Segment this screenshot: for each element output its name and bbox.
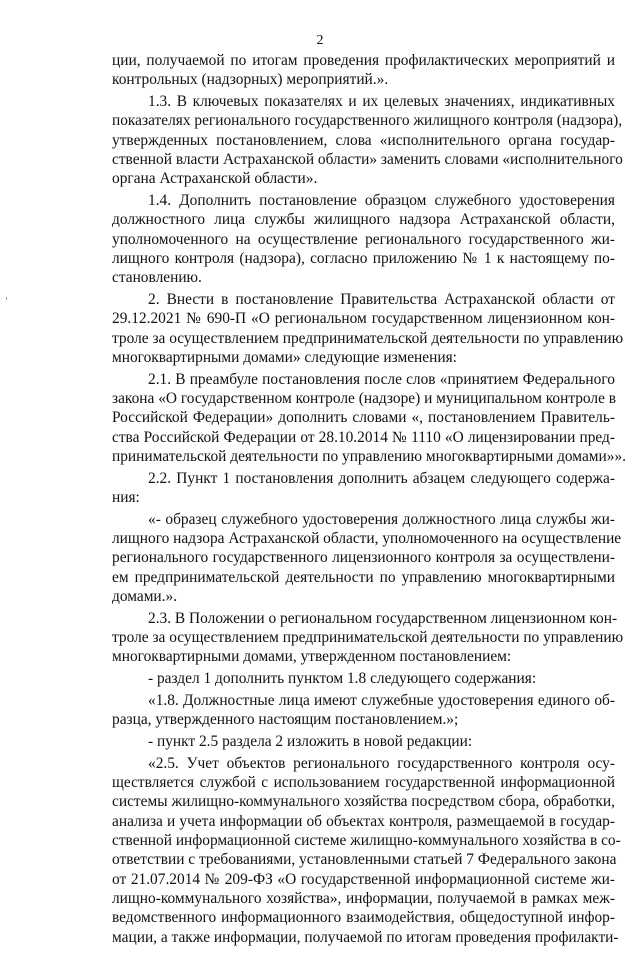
text-line: принимательской деятельности по управлению многоквартирными домами»». bbox=[112, 447, 626, 465]
text-line: многоквартирными домами» следующие изменения: bbox=[112, 348, 457, 366]
text-line: домами.». bbox=[112, 588, 178, 606]
text-line: ции, получаемой по итогам проведения профилактических мероприятий и bbox=[112, 52, 615, 69]
text-line: ния: bbox=[112, 489, 140, 507]
text-line: органа Астраханской области». bbox=[112, 170, 318, 188]
margin-mark bbox=[6, 297, 7, 300]
text-line: системы жилищно-коммунального хозяйства посредством сбора, обработки, bbox=[112, 793, 615, 811]
quoted-paragraph-line: «2.5. Учет объектов регионального государственного контроля осу- bbox=[148, 754, 615, 772]
paragraph-2-3-line: 2.3. В Положении о региональном государственном лицензионном кон- bbox=[148, 609, 618, 627]
paragraph-2-1-line: 2.1. В преамбуле постановления после слов «принятием Федерального bbox=[148, 370, 615, 388]
quoted-paragraph-line: «- образец служебного удостоверения должностного лица службы жи- bbox=[148, 510, 615, 528]
text-line: Российской Федерации» дополнить словами «, постановлением Правитель- bbox=[112, 409, 615, 427]
text-line: ществляется службой с использованием государственной информационной bbox=[112, 774, 615, 792]
text-line: лищного надзора Астраханской области, уполномоченного на осуществление bbox=[112, 530, 622, 548]
text-line: ведомственного информационного взаимодействия, общедоступной инфор- bbox=[112, 909, 615, 927]
text-line bbox=[112, 947, 615, 966]
text-line: от 21.07.2014 № 209-ФЗ «О государственной информационной системе жи- bbox=[112, 870, 615, 888]
text-line: показателях регионального государственного жилищного контроля (надзора), bbox=[112, 112, 623, 130]
text-line: регионального государственного лицензионного контроля за осуществлени- bbox=[112, 549, 615, 567]
text-line: ответствии с требованиями, установленными статьей 7 Федерального закона bbox=[112, 851, 617, 869]
text-line: ственной власти Астраханской области» заменить словами «исполнительного bbox=[112, 150, 623, 168]
text-line: становлению. bbox=[112, 269, 202, 287]
text-line: должностного лица службы жилищного надзора Астраханской области, bbox=[112, 211, 615, 229]
page-number: 2 bbox=[316, 33, 324, 48]
paragraph-1-3-line: 1.3. В ключевых показателях и их целевых значениях, индикативных bbox=[148, 93, 615, 111]
text-line: 29.12.2021 № 690-П «О региональном государственном лицензионном кон- bbox=[112, 310, 615, 328]
text-line: лищно-коммунального хозяйства», информации, получаемой в рамках меж- bbox=[112, 889, 615, 907]
text-line: уполномоченного на осуществление регионального государственного жи- bbox=[112, 230, 615, 248]
text-line: ем предпринимательской деятельности по управлению многоквартирными bbox=[112, 568, 615, 586]
text-line: разца, утвержденного настоящим постановлением.»; bbox=[112, 711, 459, 729]
paragraph-2-2-line: 2.2. Пункт 1 постановления дополнить абзацем следующего содержа- bbox=[148, 469, 615, 487]
text-line: многоквартирными домами, утвержденном постановлением: bbox=[112, 648, 512, 666]
text-line: мации, а также информации, получаемой по итогам проведения профилакти- bbox=[112, 928, 619, 946]
text-line: ства Российской Федерации от 28.10.2014 № 1110 «О лицензировании пред- bbox=[112, 428, 615, 446]
text-line: ственной информационной системе жилищно-коммунального хозяйства в со- bbox=[112, 832, 621, 850]
quoted-paragraph-line: «1.8. Должностные лица имеют служебные удостоверения единого об- bbox=[148, 692, 615, 709]
text-line: анализа и учета информации об объектах контроля, размещаемой в государ- bbox=[112, 812, 615, 830]
paragraph-1-4-line: 1.4. Дополнить постановление образцом служебного удостоверения bbox=[148, 192, 615, 210]
text-line: лищного контроля (надзора), согласно приложению № 1 к настоящему по- bbox=[112, 249, 615, 267]
text-line: троле за осуществлением предпринимательской деятельности по управлению bbox=[112, 329, 624, 347]
text-line: утвержденных постановлением, слова «исполнительного органа государ- bbox=[112, 131, 615, 149]
document-body bbox=[112, 51, 626, 966]
paragraph-2-line: 2. Внести в постановление Правительства Астраханской области от bbox=[148, 291, 615, 309]
text-line: троле за осуществлением предпринимательской деятельности по управлению bbox=[112, 629, 624, 647]
list-item-line: - раздел 1 дополнить пунктом 1.8 следующего содержания: bbox=[148, 670, 537, 688]
list-item-line: - пункт 2.5 раздела 2 изложить в новой редакции: bbox=[148, 733, 473, 751]
text-line: закона «О государственном контроле (надзоре) и муниципальном контроле в bbox=[112, 390, 617, 408]
text-line: контрольных (надзорных) мероприятий.». bbox=[112, 71, 389, 89]
